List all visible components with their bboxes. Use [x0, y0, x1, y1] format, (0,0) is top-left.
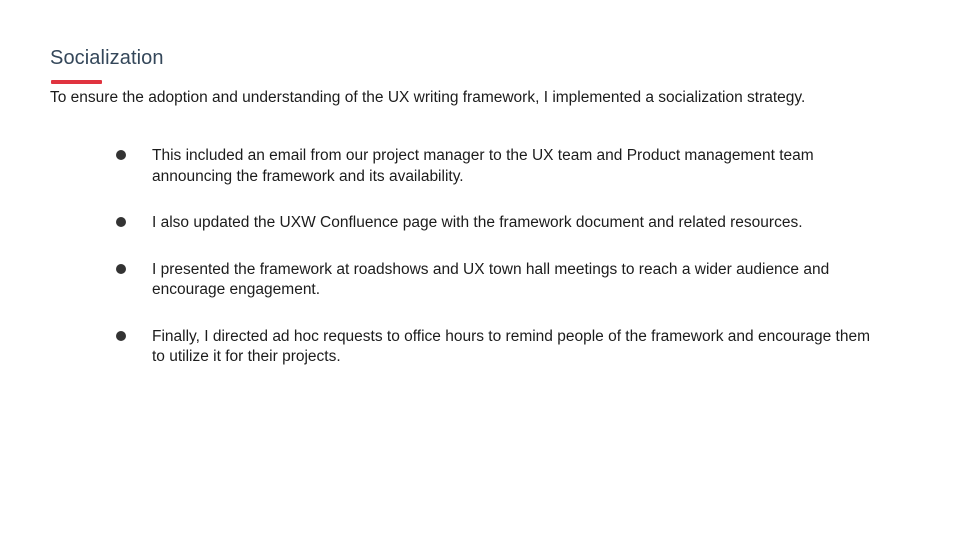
bullet-item — [114, 327, 874, 368]
bullet-item — [114, 213, 874, 234]
bullet-text: I also updated the UXW Confluence page with the framework document and related resources. — [152, 214, 803, 231]
bullet-list — [114, 146, 874, 368]
bullet-dot-icon — [116, 264, 126, 274]
bullet-item — [114, 260, 874, 301]
bullet-dot-icon — [116, 150, 126, 160]
bullet-dot-icon — [116, 217, 126, 227]
bullet-text: This included an email from our project manager to the UX team and Product management team announcing the framework and its availability. — [152, 147, 814, 185]
bullet-text: I presented the framework at roadshows and UX town hall meetings to reach a wider audience and encourage engagement. — [152, 260, 830, 298]
intro-text: To ensure the adoption and understanding of the UX writing framework, I implemented a socialization strategy. — [50, 89, 806, 106]
bullet-dot-icon — [116, 331, 126, 341]
bullet-text: Finally, I directed ad hoc requests to office hours to remind people of the framework and encourage them to utilize it for their projects. — [152, 327, 870, 365]
bullet-item — [114, 146, 874, 187]
title-accent-bar — [51, 80, 102, 84]
slide-title: Socialization — [50, 47, 164, 69]
